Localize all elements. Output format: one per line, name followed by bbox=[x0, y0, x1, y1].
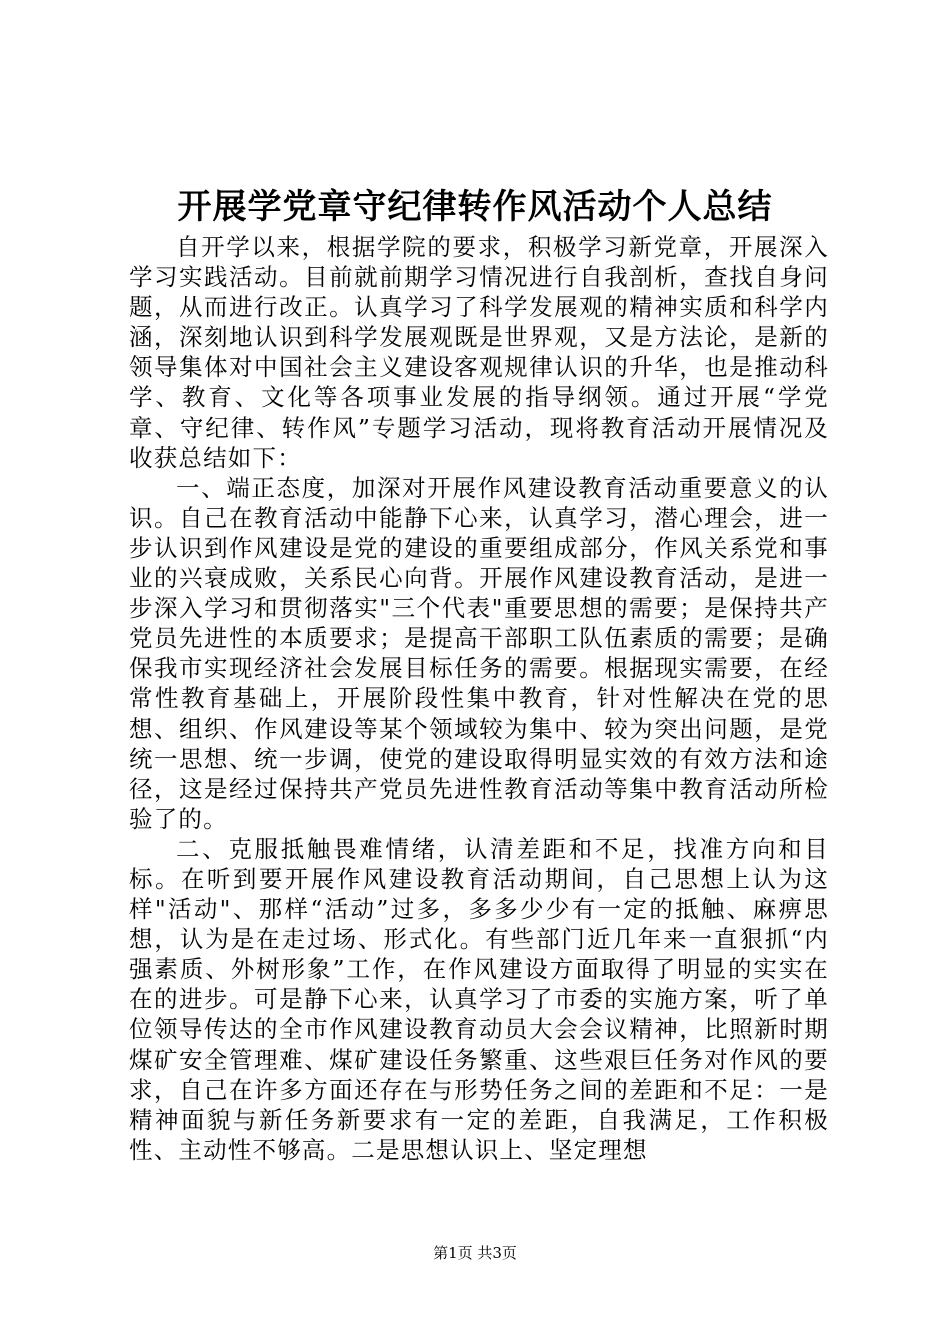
paragraph-section-one: 一、端正态度，加深对开展作风建设教育活动重要意义的认识。自己在教育活动中能静下心来，认真学习，潜心理会，进一步认识到作风建设是党的建设的重要组成部分，作风关系党和事业的兴衰成败，关系民心向背。开展作风建设教育活动，是进一步深入学习和贯彻落实"三个代表"重要思想的需要；是保持共产党员先进性的本质要求；是提高干部职工队伍素质的需要；是确保我市实现经济社会发展目标任务的需要。根据现实需要，在经常性教育基础上，开展阶段性集中教育，针对性解决在党的思想、组织、作风建设等某个领域较为集中、较为突出问题，是党统一思想、统一步调，使党的建设取得明显实效的有效方法和途径，这是经过保持共产党员先进性教育活动等集中教育活动所检验了的。 bbox=[129, 473, 829, 833]
page-footer: 第1页 共3页 bbox=[433, 1244, 517, 1262]
paragraph-section-two: 二、克服抵触畏难情绪，认清差距和不足，找准方向和目标。在听到要开展作风建设教育活动期间，自己思想上认为这样"活动"、那样“活动”过多，多多少少有一定的抵触、麻痹思想，认为是在走过场、形式化。有些部门近几年来一直狠抓“内强素质、外树形象”工作，在作风建设方面取得了明显的实实在在的进步。可是静下心来，认真学习了市委的实施方案，听了单位领导传达的全市作风建设教育动员大会会议精神，比照新时期煤矿安全管理难、煤矿建设任务繁重、这些艰巨任务对作风的要求，自己在许多方面还存在与形势任务之间的差距和不足：一是精神面貌与新任务新要求有一定的差距，自我满足，工作积极性、主动性不够高。二是思想认识上、坚定理想 bbox=[129, 834, 829, 1164]
paragraph-intro: 自开学以来，根据学院的要求，积极学习新党章，开展深入学习实践活动。目前就前期学习情况进行自我剖析，查找自身问题，从而进行改正。认真学习了科学发展观的精神实质和科学内涵，深刻地认识到科学发展观既是世界观，又是方法论，是新的领导集体对中国社会主义建设客观规律认识的升华，也是推动科学、教育、文化等各项事业发展的指导纲领。通过开展“学党章、守纪律、转作风”专题学习活动，现将教育活动开展情况及收获总结如下： bbox=[129, 233, 829, 472]
document-title: 开展学党章守纪律转作风活动个人总结 bbox=[177, 187, 773, 227]
document-body bbox=[129, 232, 829, 1165]
